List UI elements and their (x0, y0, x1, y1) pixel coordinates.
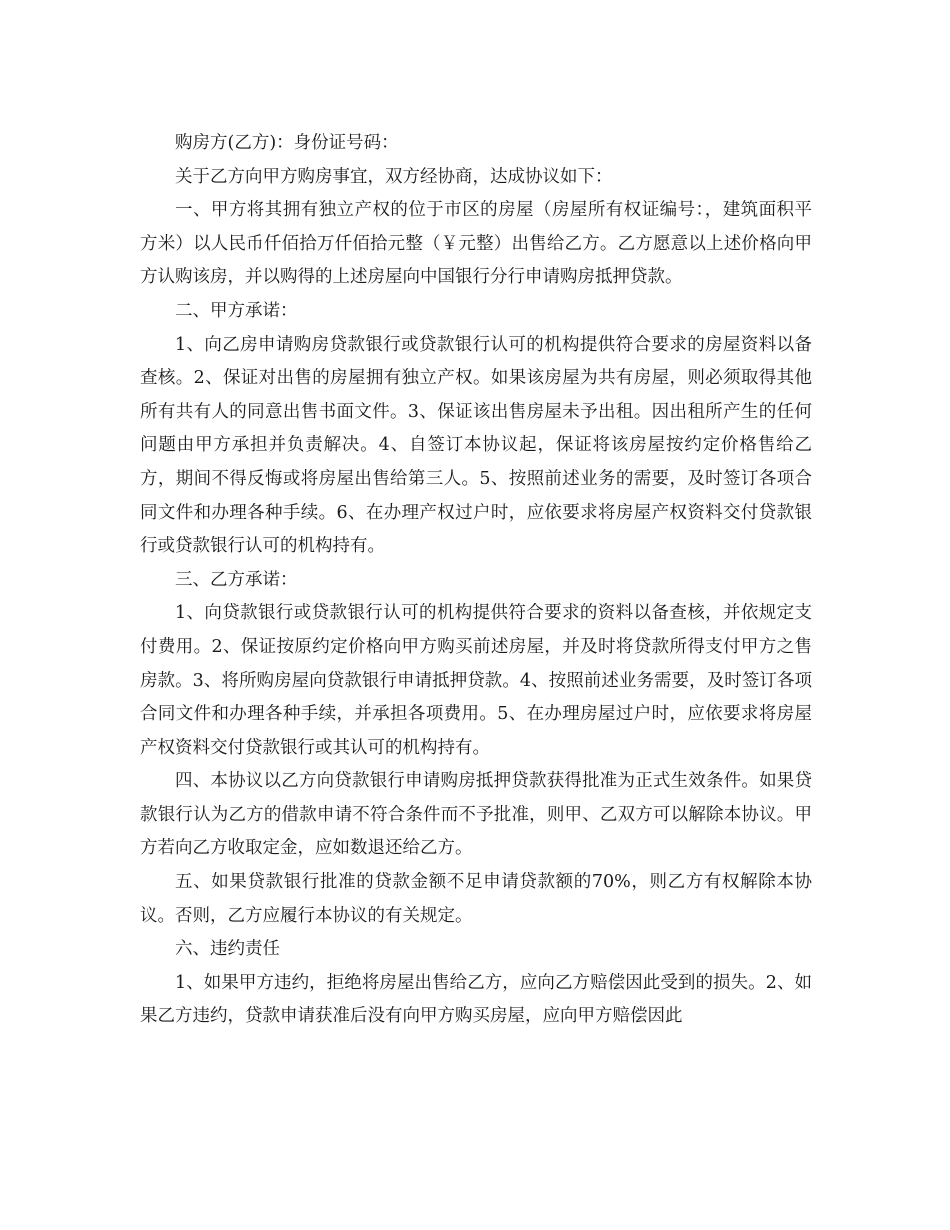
clause-5: 五、如果贷款银行批准的贷款金额不足申请贷款额的70%，则乙方有权解除本协议。否则，乙方应履行本协议的有关规定。 (140, 872, 812, 926)
clause-4: 四、本协议以乙方向贷款银行申请购房抵押贷款获得批准为正式生效条件。如果贷款银行认为乙方的借款申请不符合条件而不予批准，则甲、乙双方可以解除本协议。甲方若向乙方收取定金，应如数退还给乙方。 (140, 771, 812, 859)
clause-6-heading: 六、违约责任 (175, 939, 280, 960)
document-body (140, 127, 812, 1034)
clause-2-heading: 二、甲方承诺： (175, 300, 298, 321)
clause-2-body: 1、向乙房申请购房贷款银行或贷款银行认可的机构提供符合要求的房屋资料以备查核。2、保证对出售的房屋拥有独立产权。如果该房屋为共有房屋，则必须取得其他所有共有人的同意出售书面文件。3、保证该出售房屋未予出租。因出租所产生的任何问题由甲方承担并负责解决。4、自签订本协议起，保证将该房屋按约定价格售给乙方，期间不得反悔或将房屋出售给第三人。5、按照前述业务的需要，及时签订各项合同文件和办理各种手续。6、在办理产权过户时，应依要求将房屋产权资料交付贷款银行或贷款银行认可的机构持有。 (140, 334, 812, 557)
agreement-intro: 关于乙方向甲方购房事宜，双方经协商，达成协议如下： (175, 166, 613, 187)
clause-3-heading: 三、乙方承诺： (175, 569, 298, 590)
clause-6-body: 1、如果甲方违约，拒绝将房屋出售给乙方，应向乙方赔偿因此受到的损失。2、如果乙方违约，贷款申请获准后没有向甲方购买房屋，应向甲方赔偿因此 (140, 972, 812, 1027)
clause-1: 一、甲方将其拥有独立产权的位于市区的房屋（房屋所有权证编号：，建筑面积平方米）以人民币仟佰拾万仟佰拾元整（￥元整）出售给乙方。乙方愿意以上述价格向甲方认购该房，并以购得的上述房屋向中国银行分行申请购房抵押贷款。 (140, 200, 812, 288)
clause-3-body: 1、向贷款银行或贷款银行认可的机构提供符合要求的资料以备查核，并依规定支付费用。2、保证按原约定价格向甲方购买前述房屋，并及时将贷款所得支付甲方之售房款。3、将所购房屋向贷款银行申请抵押贷款。4、按照前述业务需要，及时签订各项合同文件和办理各种手续，并承担各项费用。5、在办理房屋过户时，应依要求将房屋产权资料交付贷款银行或其认可的机构持有。 (140, 603, 812, 758)
buyer-info-line: 购房方(乙方)：身份证号码： (175, 133, 399, 153)
